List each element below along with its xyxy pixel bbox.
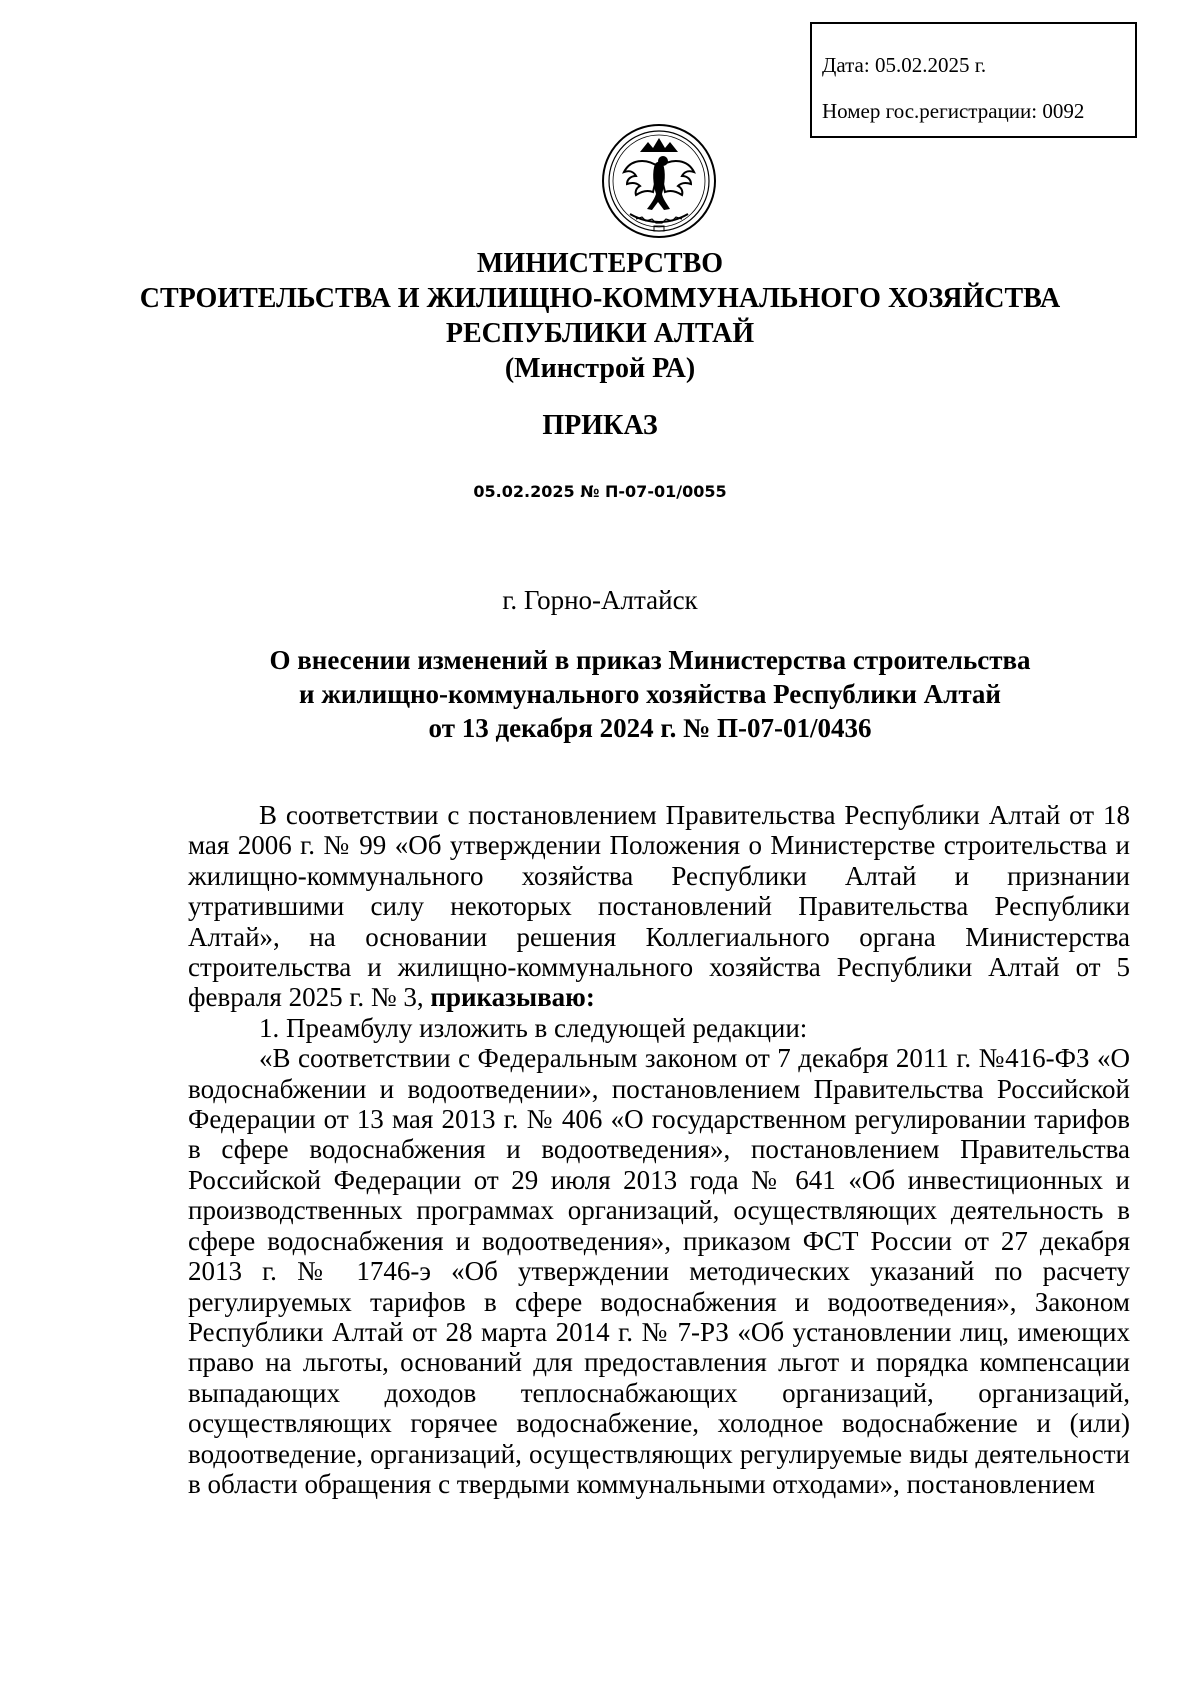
body-paragraph-1 <box>188 800 1130 1013</box>
body-paragraph-2: 1. Преамбулу изложить в следующей редакции: <box>259 1012 808 1043</box>
header-line-1: МИНИСТЕРСТВО <box>476 248 724 279</box>
ministry-header <box>0 246 1200 386</box>
registration-stamp <box>810 22 1137 138</box>
coat-of-arms-icon <box>600 122 718 240</box>
decree-word: приказываю <box>430 982 586 1013</box>
header-line-3: РЕСПУБЛИКИ АЛТАЙ <box>445 318 755 349</box>
body-paragraph-3: «В соответствии с Федеральным законом от 7 декабря 2011 г. №416-ФЗ «О водоснабжении и водоотведении», постановлением Правительства Российской Федерации от 13 мая 2013 г. № 406 «О государственном регулировании тарифов в сфере водоснабжения и водоотведения», постановлением Правительства Российской Федерации от 29 июля 2013 года № 641 «Об инвестиционных и производственных программах организаций, осуществляющих деятельность в сфере водоснабжения и водоотведения», приказом ФСТ России от 27 декабря 2013 г. № 1746-э «Об утверждении методических указаний по расчету регулируемых тарифов в сфере водоснабжения и водоотведения», Законом Республики Алтай от 28 марта 2014 г. № 7-РЗ «Об установлении лиц, имеющих право на льготы, оснований для предоставления льгот и порядка компенсации выпадающих доходов теплоснабжающих организаций, организаций, осуществляющих горячее водоснабжение, холодное водоснабжение и (или) водоотведение, организаций, осуществляющих регулируемые виды деятельности в области обращения с твердыми коммунальными отходами», постановлением <box>188 1043 1130 1499</box>
decree-colon: : <box>585 982 595 1013</box>
registration-date: Дата: 05.02.2025 г. <box>822 53 987 77</box>
header-line-4: (Минстрой РА) <box>504 353 696 384</box>
header-line-2: СТРОИТЕЛЬСТВА И ЖИЛИЩНО-КОММУНАЛЬНОГО ХОЗЯЙСТВА <box>139 283 1061 314</box>
registration-number: Номер гос.регистрации: 0092 <box>822 99 1085 123</box>
subject-line-2: и жилищно-коммунального хозяйства Республики Алтай <box>299 679 1001 709</box>
subject-line-3: от 13 декабря 2024 г. № П-07-01/0436 <box>428 713 872 743</box>
order-title: ПРИКАЗ <box>542 410 658 441</box>
order-subject <box>260 643 1040 745</box>
document-body <box>188 800 1130 1499</box>
subject-line-1: О внесении изменений в приказ Министерства строительства <box>269 645 1031 675</box>
paragraph-1-text: В соответствии с постановлением Правительства Республики Алтай от 18 мая 2006 г. № 99 «Об утверждении Положения о Министерстве строительства и жилищно-коммунального хозяйства Республики Алтай и признании утратившими силу некоторых постановлений Правительства Республики Алтай», на основании решения Коллегиального органа Министерства строительства и жилищно-коммунального хозяйства Республики Алтай от 5 февраля 2025 г. № 3, <box>188 800 1130 1013</box>
order-number: 05.02.2025 № П-07-01/0055 <box>473 482 727 501</box>
city: г. Горно-Алтайск <box>502 585 698 615</box>
